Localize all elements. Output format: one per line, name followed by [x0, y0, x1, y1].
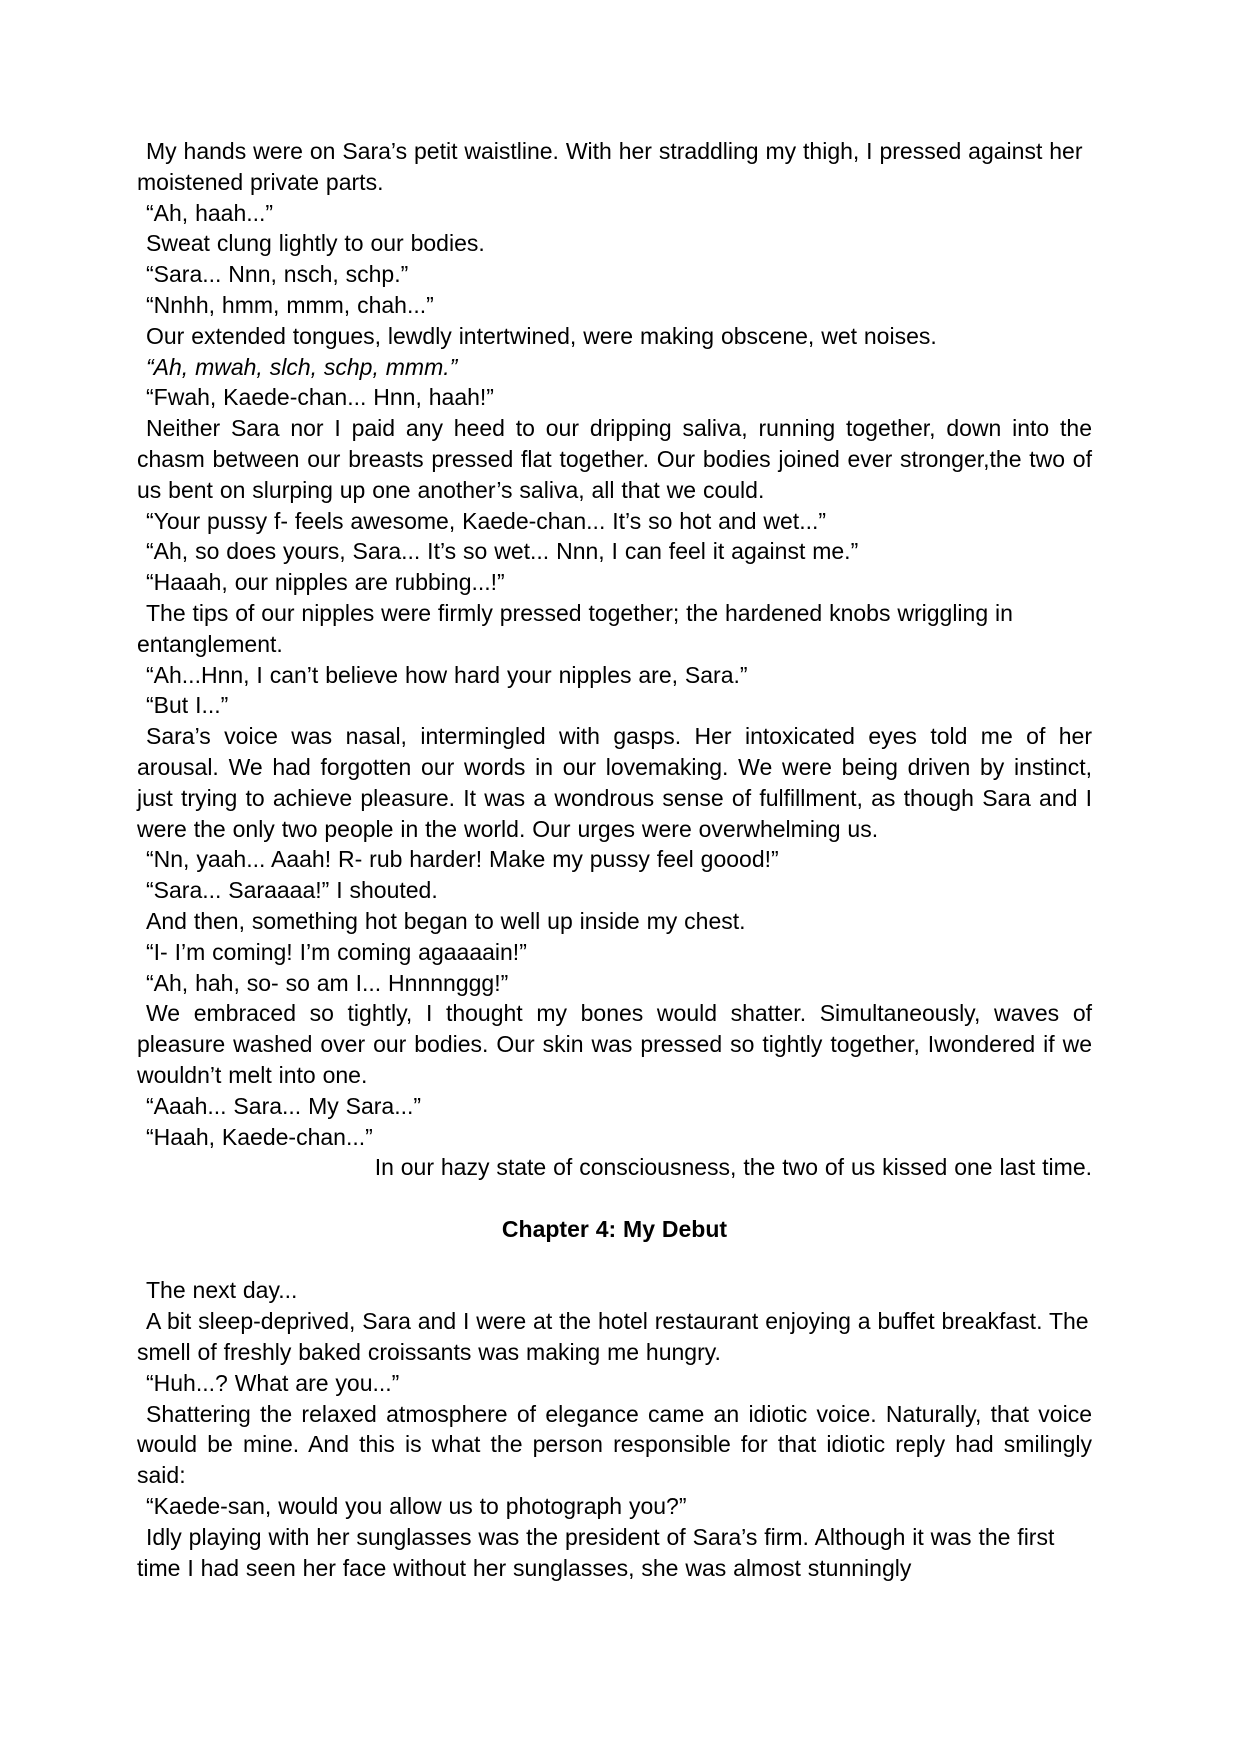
dialogue-line: “Ah, hah, so- so am I... Hnnnnggg!” [146, 969, 509, 996]
dialogue-line: “I- I’m coming! I’m coming agaaaain!” [146, 938, 527, 965]
dialogue-line: “Haah, Kaede-chan...” [146, 1123, 373, 1150]
paragraph: Sweat clung lightly to our bodies. [146, 230, 485, 257]
paragraph: A bit sleep-deprived, Sara and I were at the hotel restaurant enjoying a buffet breakfast. The smell of freshly baked croissants was making me hungry. [137, 1308, 1089, 1366]
paragraph: We embraced so tightly, I thought my bones would shatter. Simultaneously, waves of pleasure washed over our bodies. Our skin was pressed so tightly together, Iwondered if we wouldn’t melt into one. [137, 1000, 1092, 1088]
dialogue-line: “Haaah, our nipples are rubbing...!” [146, 569, 505, 596]
dialogue-line: “Ah, so does yours, Sara... It’s so wet... Nnn, I can feel it against me.” [146, 538, 859, 565]
paragraph: The next day... [146, 1277, 298, 1304]
paragraph: And then, something hot began to well up inside my chest. [146, 907, 746, 934]
paragraph: Sara’s voice was nasal, intermingled with gasps. Her intoxicated eyes told me of her arousal. We had forgotten our words in our lovemaking. We were being driven by instinct, just trying to achieve pleasure. It was a wondrous sense of fulfillment, as though Sara and I were the only two people in the world. Our urges were overwhelming us. [137, 723, 1092, 842]
dialogue-line: “Fwah, Kaede-chan... Hnn, haah!” [146, 384, 494, 411]
chapter-heading: Chapter 4: My Debut [501, 1215, 728, 1242]
dialogue-line: “Nnhh, hmm, mmm, chah...” [146, 291, 434, 318]
dialogue-line: “But I...” [146, 692, 229, 719]
paragraph: Shattering the relaxed atmosphere of elegance came an idiotic voice. Naturally, that voice would be mine. And this is what the person responsible for that idiotic reply had smilingly said: [137, 1400, 1092, 1489]
dialogue-line: “Kaede-san, would you allow us to photograph you?” [146, 1493, 687, 1520]
dialogue-line: “Nn, yaah... Aaah! R- rub harder! Make my pussy feel goood!” [146, 846, 779, 873]
dialogue-line: “Aaah... Sara... My Sara...” [146, 1092, 422, 1119]
dialogue-line: “Huh...? What are you...” [146, 1369, 400, 1396]
dialogue-line-italic: “Ah, mwah, slch, schp, mmm.” [146, 353, 458, 380]
dialogue-line: “Ah, haah...” [146, 199, 274, 226]
paragraph: Our extended tongues, lewdly intertwined, were making obscene, wet noises. [146, 322, 937, 349]
closing-line: In our hazy state of consciousness, the two of us kissed one last time. [374, 1154, 1092, 1181]
dialogue-line: “Ah...Hnn, I can’t believe how hard your nipples are, Sara.” [146, 661, 748, 688]
paragraph: Neither Sara nor I paid any heed to our dripping saliva, running together, down into the chasm between our breasts pressed flat together. Our bodies joined ever stronger,the two of us bent on slurping up one another’s saliva, all that we could. [137, 415, 1092, 503]
paragraph: Idly playing with her sunglasses was the president of Sara’s firm. Although it was the first time I had seen her face without her sunglasses, she was almost stunningly [137, 1523, 1055, 1581]
paragraph: My hands were on Sara’s petit waistline. With her straddling my thigh, I pressed against her moistened private parts. [137, 138, 1083, 195]
dialogue-line: “Sara... Nnn, nsch, schp.” [146, 261, 409, 288]
dialogue-line: “Sara... Saraaaa!” I shouted. [146, 877, 438, 904]
dialogue-line: “Your pussy f- feels awesome, Kaede-chan... It’s so hot and wet...” [146, 507, 827, 534]
paragraph: The tips of our nipples were firmly pressed together; the hardened knobs wriggling in entanglement. [137, 599, 1013, 657]
